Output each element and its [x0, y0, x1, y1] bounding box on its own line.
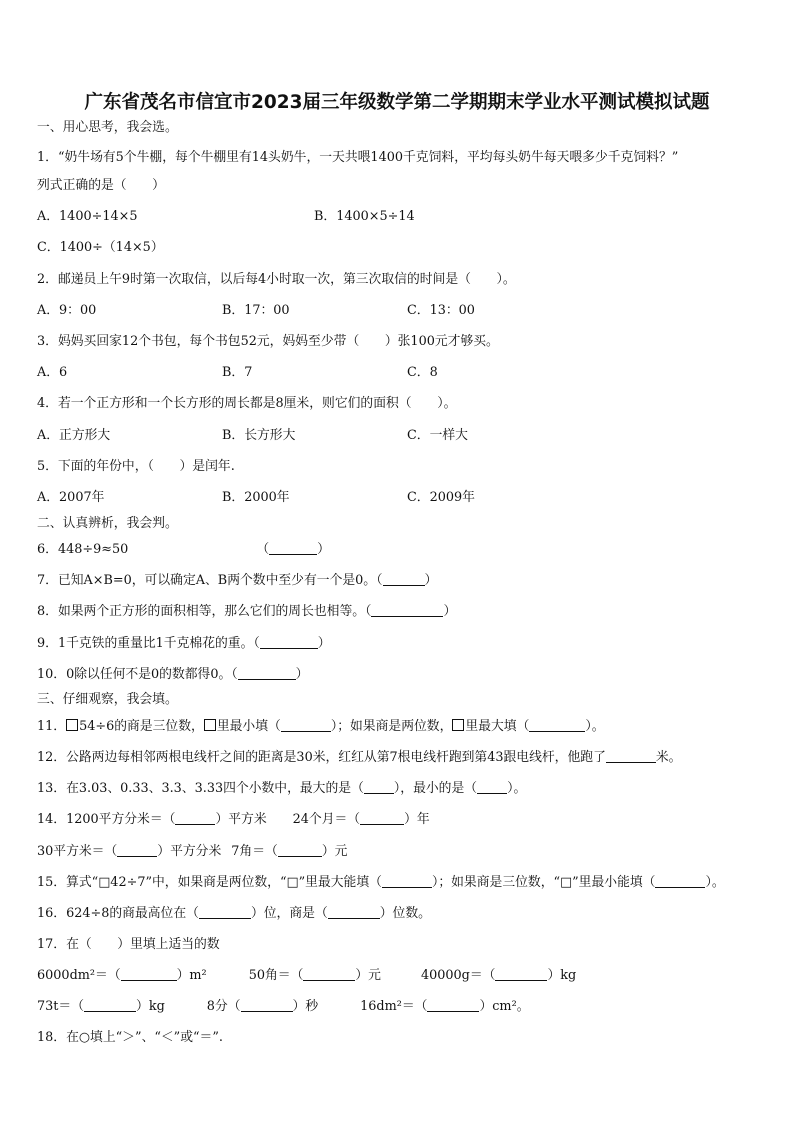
- question-6-answer-blank[interactable]: [269, 542, 317, 555]
- question-17-row-1: 6000dm²＝（ ）m² 50角＝（ ）元 40000g＝（ ）kg: [37, 968, 577, 983]
- question-11-text: 11． 54÷6的商是三位数， 里最小填（ ）；如果商是两位数， 里最大填（ ）。: [37, 719, 605, 734]
- question-17-row-2: 73t＝（ ）kg 8分（ ）秒 16dm²＝（ ）cm²。: [37, 999, 530, 1014]
- question-4-option-a[interactable]: A．正方形大: [37, 428, 111, 443]
- question-14-text-cont: 30平方米＝（ ）平方分米 7角＝（ ）元: [37, 844, 348, 859]
- question-2-option-c[interactable]: C．13：00: [407, 303, 475, 318]
- question-15-blank-1[interactable]: [382, 875, 432, 888]
- question-6-text: 6．448÷9≈50 （ ）: [37, 542, 330, 557]
- question-17-blank-2[interactable]: [303, 968, 355, 981]
- question-8-text: 8．如果两个正方形的面积相等，那么它们的周长也相等。（ ）: [37, 604, 457, 619]
- question-15-blank-2[interactable]: [655, 875, 705, 888]
- question-1-text: 1．“奶牛场有5个牛棚，每个牛棚里有14头奶牛，一天共喂1400千克饲料，平均每头奶牛每天喂多少千克饲料？”: [37, 150, 679, 165]
- square-box-icon: [204, 719, 216, 731]
- square-box-icon: [66, 719, 78, 731]
- question-2-option-a[interactable]: A．9：00: [37, 303, 97, 318]
- question-17-blank-4[interactable]: [84, 999, 136, 1012]
- section-heading-choice: 一、用心思考，我会选。: [37, 120, 178, 135]
- question-4-option-c[interactable]: C．一样大: [407, 428, 468, 443]
- question-1-option-a[interactable]: A．1400÷14×5: [37, 209, 138, 224]
- question-8-answer-blank[interactable]: [371, 604, 443, 617]
- question-7-answer-blank[interactable]: [383, 573, 425, 586]
- question-10-answer-blank[interactable]: [238, 667, 296, 680]
- section-heading-fill: 三、仔细观察，我会填。: [37, 692, 178, 707]
- question-3-option-b[interactable]: B．7: [222, 365, 253, 380]
- question-9-text: 9．1千克铁的重量比1千克棉花的重。（ ）: [37, 636, 331, 651]
- question-17-blank-3[interactable]: [495, 968, 547, 981]
- question-1-option-c[interactable]: C．1400÷（14×5）: [37, 240, 164, 255]
- question-17-blank-6[interactable]: [427, 999, 479, 1012]
- question-6-statement: 6．448÷9≈50: [37, 542, 129, 557]
- question-3-option-c[interactable]: C．8: [407, 365, 438, 380]
- square-box-icon: [452, 719, 464, 731]
- question-4-option-b[interactable]: B．长方形大: [222, 428, 296, 443]
- question-16-blank-1[interactable]: [199, 906, 251, 919]
- question-13-blank-min[interactable]: [477, 781, 507, 794]
- question-16-text: 16．624÷8的商最高位在（ ）位，商是（ ）位数。: [37, 906, 431, 921]
- question-18-text: 18．在○填上“＞”、“＜”或“＝”.: [37, 1030, 223, 1045]
- question-5-option-b[interactable]: B．2000年: [222, 490, 290, 505]
- question-17-text: 17．在（ ）里填上适当的数: [37, 937, 220, 952]
- question-11-blank-max[interactable]: [529, 719, 585, 732]
- question-1-option-b[interactable]: B．1400×5÷14: [314, 209, 415, 224]
- question-2-option-b[interactable]: B．17：00: [222, 303, 290, 318]
- question-13-text: 13．在3.03、0.33、3.3、3.33四个小数中，最大的是（ ），最小的是（ ）。: [37, 781, 527, 796]
- question-15-text: 15．算式“□42÷7”中，如果商是两位数，“□”里最大能填（ ）；如果商是三位数，“□”里最小能填（ ）。: [37, 875, 725, 890]
- question-5-text: 5．下面的年份中，（ ）是闰年.: [37, 459, 235, 474]
- question-14-blank-2[interactable]: [360, 812, 404, 825]
- question-12-blank[interactable]: [606, 750, 656, 763]
- question-13-blank-max[interactable]: [364, 781, 394, 794]
- section-heading-judge: 二、认真辨析，我会判。: [37, 516, 178, 531]
- question-17-blank-1[interactable]: [121, 968, 177, 981]
- question-7-text: 7．已知A×B=0，可以确定A、B两个数中至少有一个是0。（ ）: [37, 573, 438, 588]
- question-5-option-c[interactable]: C．2009年: [407, 490, 475, 505]
- question-14-blank-3[interactable]: [117, 844, 157, 857]
- question-2-text: 2．邮递员上午9时第一次取信，以后每4小时取一次，第三次取信的时间是（ ）。: [37, 272, 516, 287]
- question-9-answer-blank[interactable]: [260, 636, 318, 649]
- question-11-blank-min[interactable]: [281, 719, 331, 732]
- question-14-blank-1[interactable]: [175, 812, 215, 825]
- question-4-text: 4．若一个正方形和一个长方形的周长都是8厘米，则它们的面积（ ）。: [37, 396, 457, 411]
- question-17-blank-5[interactable]: [241, 999, 293, 1012]
- question-12-text: 12．公路两边每相邻两根电线杆之间的距离是30米，红红从第7根电线杆跑到第43跟电线杆，他跑了 米。: [37, 750, 682, 765]
- question-1-text-cont: 列式正确的是（ ）: [37, 178, 165, 193]
- question-3-text: 3．妈妈买回家12个书包，每个书包52元，妈妈至少带（ ）张100元才够买。: [37, 334, 499, 349]
- question-3-option-a[interactable]: A．6: [37, 365, 68, 380]
- question-5-option-a[interactable]: A．2007年: [37, 490, 105, 505]
- question-14-blank-4[interactable]: [278, 844, 322, 857]
- question-16-blank-2[interactable]: [328, 906, 380, 919]
- question-14-text: 14．1200平方分米＝（ ）平方米 24个月＝（ ）年: [37, 812, 430, 827]
- question-10-text: 10．0除以任何不是0的数都得0。（ ）: [37, 667, 309, 682]
- page-title: 广东省茂名市信宜市2023届三年级数学第二学期期末学业水平测试模拟试题: [84, 92, 710, 113]
